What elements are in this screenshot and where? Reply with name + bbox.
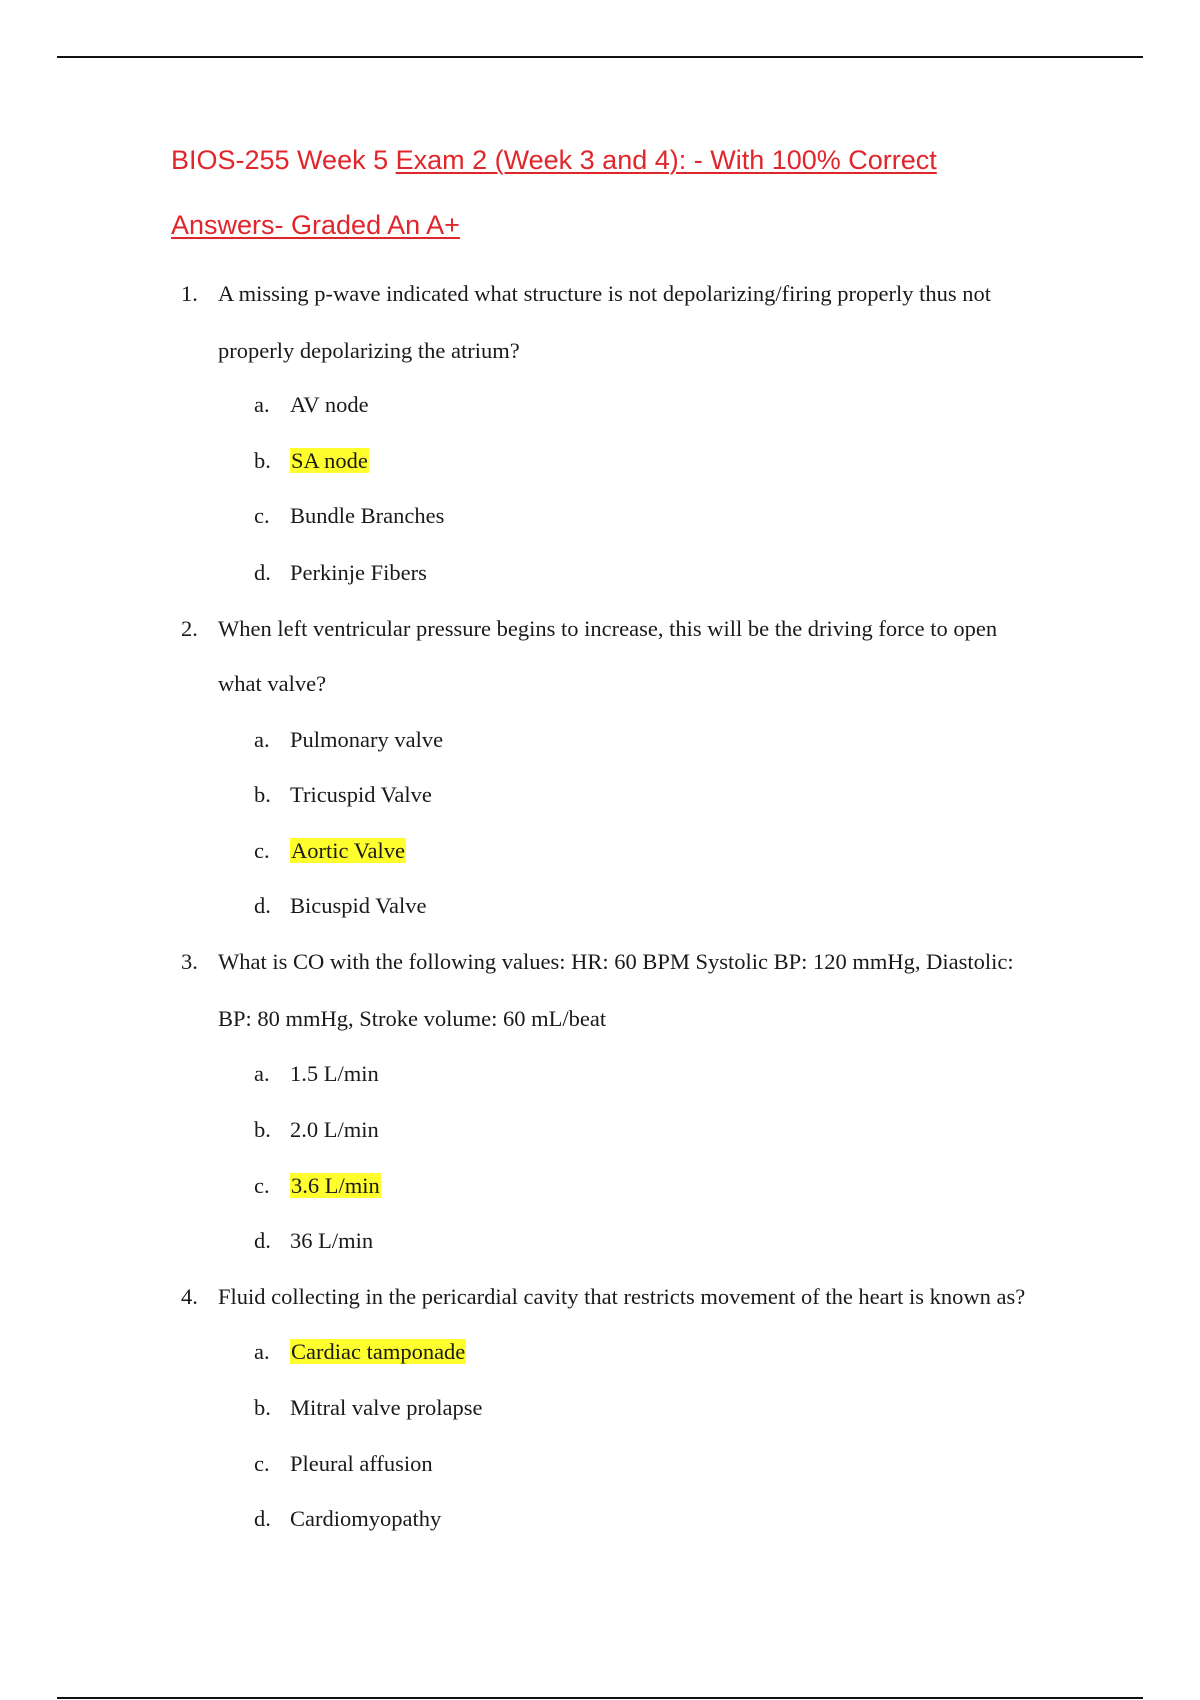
option-text: Pleural affusion [290, 1451, 433, 1476]
question-text-line-2: properly depolarizing the atrium? [218, 338, 520, 363]
question-number: 2. [181, 616, 198, 641]
option-text: 1.5 L/min [290, 1061, 379, 1086]
option-text: Mitral valve prolapse [290, 1395, 483, 1420]
option-letter: a. [254, 392, 270, 417]
option-text: Cardiomyopathy [290, 1506, 442, 1531]
option-letter: a. [254, 1061, 270, 1086]
question-number: 1. [181, 281, 198, 306]
option-letter: c. [254, 1451, 270, 1476]
option-letter: c. [254, 1173, 270, 1198]
option-text-highlighted [290, 1173, 381, 1199]
question-text-line-2: what valve? [218, 671, 327, 696]
page-top-rule [57, 56, 1143, 58]
option-text-highlighted [290, 838, 406, 864]
page-bottom-rule [57, 1697, 1143, 1699]
option-letter: b. [254, 1117, 271, 1142]
option-letter: b. [254, 448, 271, 473]
question-number: 3. [181, 949, 198, 974]
option-letter: b. [254, 1395, 271, 1420]
question-text-line-2: BP: 80 mmHg, Stroke volume: 60 mL/beat [218, 1006, 607, 1031]
option-letter: a. [254, 727, 270, 752]
option-letter: a. [254, 1339, 270, 1364]
option-letter: d. [254, 560, 271, 585]
title-link-text-continued[interactable]: Answers- Graded An A+ [171, 210, 460, 240]
option-letter: b. [254, 782, 271, 807]
option-text: Tricuspid Valve [290, 782, 432, 807]
option-letter: d. [254, 893, 271, 918]
title-plain-text: BIOS-255 Week 5 [171, 145, 396, 175]
question-text-line-1: When left ventricular pressure begins to increase, this will be the driving force to open [218, 616, 998, 641]
option-text: 2.0 L/min [290, 1117, 379, 1142]
question-text-line-1: A missing p-wave indicated what structure is not depolarizing/firing properly thus not [218, 281, 991, 306]
option-text: Perkinje Fibers [290, 560, 427, 585]
option-text: 36 L/min [290, 1228, 374, 1253]
option-text: Bundle Branches [290, 503, 445, 528]
document-title-line-2 [171, 210, 1071, 241]
option-text-highlighted [290, 448, 369, 474]
question-number: 4. [181, 1284, 198, 1309]
option-text: Pulmonary valve [290, 727, 444, 752]
title-link-text[interactable]: Exam 2 (Week 3 and 4): - With 100% Correct [395, 145, 937, 175]
option-text-highlighted [290, 1339, 466, 1365]
answer-highlight: SA node [291, 448, 368, 473]
question-text-line-1: Fluid collecting in the pericardial cavity that restricts movement of the heart is known as? [218, 1284, 1026, 1309]
option-letter: c. [254, 503, 270, 528]
option-text: Bicuspid Valve [290, 893, 427, 918]
document-title-line-1 [171, 145, 1071, 176]
option-letter: c. [254, 838, 270, 863]
answer-highlight: Aortic Valve [291, 838, 405, 863]
answer-highlight: 3.6 L/min [291, 1173, 380, 1198]
question-text-line-1: What is CO with the following values: HR: 60 BPM Systolic BP: 120 mmHg, Diastolic: [218, 949, 1014, 974]
option-letter: d. [254, 1506, 271, 1531]
option-letter: d. [254, 1228, 271, 1253]
answer-highlight: Cardiac tamponade [291, 1339, 466, 1364]
option-text: AV node [290, 392, 369, 417]
